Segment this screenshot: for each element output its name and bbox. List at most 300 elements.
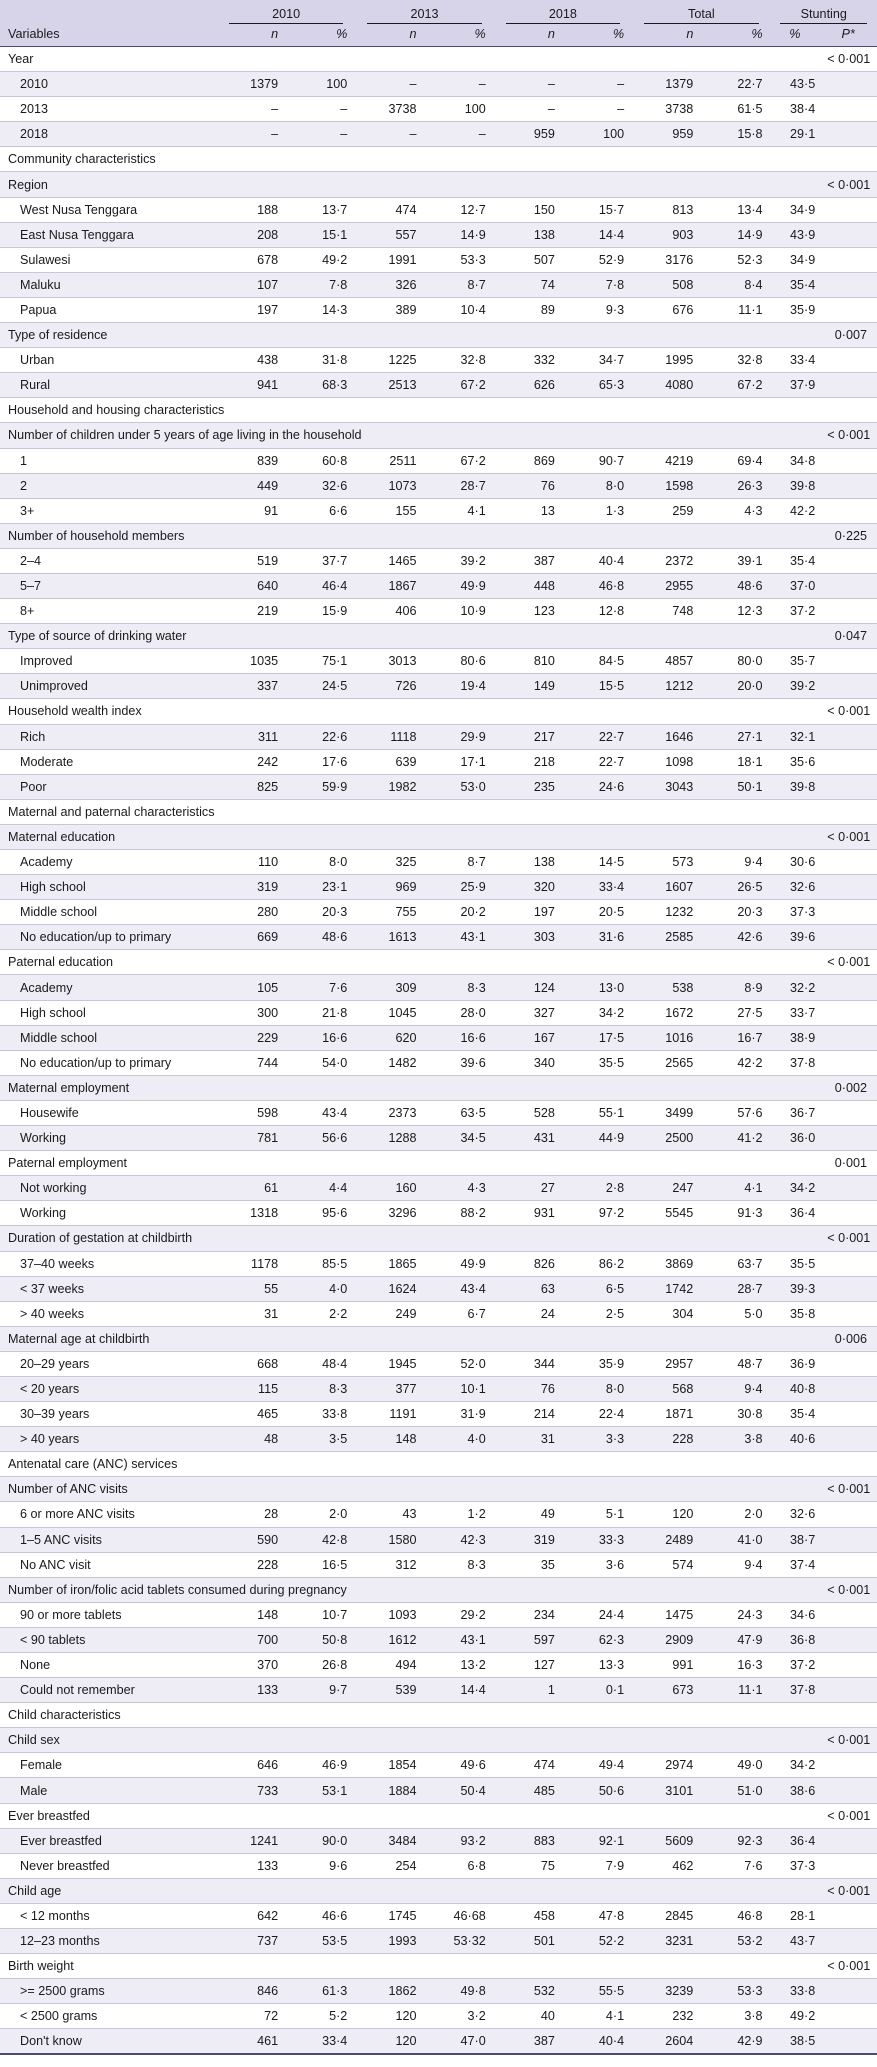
p-value-cell xyxy=(823,1853,877,1878)
p-value-cell xyxy=(823,548,877,573)
row-label: Urban xyxy=(0,348,217,373)
table-section-row xyxy=(0,1075,877,1100)
table-cell: 461 xyxy=(217,2029,286,2054)
table-cell: 89 xyxy=(494,297,563,322)
table-cell: 678 xyxy=(217,247,286,272)
table-cell: 810 xyxy=(494,649,563,674)
table-cell: 438 xyxy=(217,348,286,373)
table-cell: 55·5 xyxy=(563,1979,632,2004)
p-value-cell: 0·006 xyxy=(823,1326,877,1351)
table-cell: 55 xyxy=(217,1276,286,1301)
p-value-cell xyxy=(823,1678,877,1703)
row-label: Don't know xyxy=(0,2029,217,2054)
table-cell: 326 xyxy=(355,272,424,297)
table-cell: 10·1 xyxy=(425,1376,494,1401)
table-cell: 16·6 xyxy=(425,1025,494,1050)
table-cell: 11·1 xyxy=(701,1678,770,1703)
table-cell: 16·6 xyxy=(286,1025,355,1050)
table-section-row xyxy=(0,1226,877,1251)
table-row xyxy=(0,724,877,749)
table-cell: 47·8 xyxy=(563,1903,632,1928)
table-cell: 1884 xyxy=(355,1778,424,1803)
table-cell: 1607 xyxy=(632,875,701,900)
p-value-cell xyxy=(823,1778,877,1803)
table-cell: 39·6 xyxy=(771,925,824,950)
table-cell: 1862 xyxy=(355,1979,424,2004)
table-section-row xyxy=(0,1326,877,1351)
table-cell: 2·8 xyxy=(563,1176,632,1201)
table-cell: 825 xyxy=(217,774,286,799)
table-row xyxy=(0,1301,877,1326)
table-row xyxy=(0,222,877,247)
table-cell: 31 xyxy=(217,1301,286,1326)
table-cell: 304 xyxy=(632,1301,701,1326)
table-row xyxy=(0,649,877,674)
table-cell: 53·1 xyxy=(286,1778,355,1803)
table-cell: 1745 xyxy=(355,1903,424,1928)
table-cell: 228 xyxy=(632,1427,701,1452)
table-cell: 74 xyxy=(494,272,563,297)
row-label: Middle school xyxy=(0,900,217,925)
table-section-row xyxy=(0,172,877,197)
table-cell: 75 xyxy=(494,1853,563,1878)
table-cell: 332 xyxy=(494,348,563,373)
table-cell: 31·6 xyxy=(563,925,632,950)
table-cell: 67·2 xyxy=(701,373,770,398)
table-cell: 2372 xyxy=(632,548,701,573)
table-cell: – xyxy=(494,72,563,97)
table-cell: 1045 xyxy=(355,1000,424,1025)
table-cell: 36·4 xyxy=(771,1201,824,1226)
p-value-cell xyxy=(823,1427,877,1452)
table-cell: 9·4 xyxy=(701,1376,770,1401)
section-label: Maternal age at childbirth xyxy=(0,1326,823,1351)
row-label: > 40 years xyxy=(0,1427,217,1452)
p-value-cell xyxy=(823,1502,877,1527)
table-cell: 92·1 xyxy=(563,1828,632,1853)
section-label: Type of source of drinking water xyxy=(0,624,823,649)
table-section-row xyxy=(0,523,877,548)
table-cell: 3·6 xyxy=(563,1552,632,1577)
table-cell: 1016 xyxy=(632,1025,701,1050)
table-cell: 2909 xyxy=(632,1627,701,1652)
header-sub: n xyxy=(494,24,563,47)
table-cell: 48·7 xyxy=(701,1351,770,1376)
table-cell: 234 xyxy=(494,1602,563,1627)
table-cell: 883 xyxy=(494,1828,563,1853)
p-value-cell xyxy=(823,348,877,373)
p-value-cell xyxy=(823,297,877,322)
table-cell: 34·2 xyxy=(771,1176,824,1201)
table-cell: 748 xyxy=(632,599,701,624)
table-cell: 24·6 xyxy=(563,774,632,799)
table-cell: 15·9 xyxy=(286,599,355,624)
table-section-row xyxy=(0,1954,877,1979)
table-row xyxy=(0,1176,877,1201)
row-label: Academy xyxy=(0,975,217,1000)
table-cell: 22·7 xyxy=(701,72,770,97)
table-row xyxy=(0,97,877,122)
table-cell: 1232 xyxy=(632,900,701,925)
table-cell: 219 xyxy=(217,599,286,624)
table-row xyxy=(0,1527,877,1552)
table-cell: 337 xyxy=(217,674,286,699)
table-heading-row xyxy=(0,1452,877,1477)
table-cell: 3013 xyxy=(355,649,424,674)
p-value-cell xyxy=(823,925,877,950)
row-label: 8+ xyxy=(0,599,217,624)
table-cell: 2565 xyxy=(632,1050,701,1075)
table-row xyxy=(0,72,877,97)
table-cell: 1993 xyxy=(355,1929,424,1954)
table-cell: 869 xyxy=(494,448,563,473)
table-cell: 27 xyxy=(494,1176,563,1201)
table-cell: 40·6 xyxy=(771,1427,824,1452)
section-label: Maternal education xyxy=(0,824,823,849)
table-row xyxy=(0,599,877,624)
row-label: >= 2500 grams xyxy=(0,1979,217,2004)
table-cell: 100 xyxy=(425,97,494,122)
p-value-cell xyxy=(823,1753,877,1778)
table-cell: 39·2 xyxy=(425,548,494,573)
table-cell: – xyxy=(355,72,424,97)
table-cell: 1288 xyxy=(355,1126,424,1151)
table-cell: 35·8 xyxy=(771,1301,824,1326)
table-cell: 34·8 xyxy=(771,448,824,473)
table-cell: 124 xyxy=(494,975,563,1000)
table-cell: 218 xyxy=(494,749,563,774)
table-cell: 1580 xyxy=(355,1527,424,1552)
table-cell: 34·9 xyxy=(771,197,824,222)
table-cell: 3869 xyxy=(632,1251,701,1276)
table-cell: 14·4 xyxy=(563,222,632,247)
table-cell: 88·2 xyxy=(425,1201,494,1226)
p-value-cell xyxy=(823,1376,877,1401)
table-cell: 26·8 xyxy=(286,1653,355,1678)
row-label: < 12 months xyxy=(0,1903,217,1928)
table-cell: 80·0 xyxy=(701,649,770,674)
table-cell: 5·0 xyxy=(701,1301,770,1326)
table-cell: – xyxy=(563,72,632,97)
table-cell: 8·0 xyxy=(563,473,632,498)
table-cell: 620 xyxy=(355,1025,424,1050)
table-cell: 646 xyxy=(217,1753,286,1778)
p-value-cell xyxy=(823,1552,877,1577)
table-cell: 1093 xyxy=(355,1602,424,1627)
row-label: Working xyxy=(0,1126,217,1151)
table-cell: 133 xyxy=(217,1678,286,1703)
table-cell: 235 xyxy=(494,774,563,799)
p-value-cell: 0·007 xyxy=(823,323,877,348)
table-cell: 0·1 xyxy=(563,1678,632,1703)
row-label: 30–39 years xyxy=(0,1402,217,1427)
table-cell: 474 xyxy=(494,1753,563,1778)
table-cell: 3239 xyxy=(632,1979,701,2004)
table-row xyxy=(0,448,877,473)
table-row xyxy=(0,1025,877,1050)
table-cell: 448 xyxy=(494,573,563,598)
table-cell: 320 xyxy=(494,875,563,900)
table-cell: 37·9 xyxy=(771,373,824,398)
p-value-cell xyxy=(823,1653,877,1678)
table-row xyxy=(0,774,877,799)
table-cell: 148 xyxy=(217,1602,286,1627)
table-cell: 300 xyxy=(217,1000,286,1025)
table-cell: 41·2 xyxy=(701,1126,770,1151)
row-label: Middle school xyxy=(0,1025,217,1050)
table-cell: 110 xyxy=(217,850,286,875)
table-cell: 46·8 xyxy=(563,573,632,598)
table-row xyxy=(0,272,877,297)
p-value-cell: 0·225 xyxy=(823,523,877,548)
table-cell: 61·3 xyxy=(286,1979,355,2004)
table-cell: 33·4 xyxy=(563,875,632,900)
row-label: 12–23 months xyxy=(0,1929,217,1954)
table-cell: 22·7 xyxy=(563,724,632,749)
table-cell: 8·0 xyxy=(286,850,355,875)
table-cell: 3101 xyxy=(632,1778,701,1803)
p-value-cell: < 0·001 xyxy=(823,1803,877,1828)
row-label: 1 xyxy=(0,448,217,473)
table-cell: 52·9 xyxy=(563,247,632,272)
table-cell: 42·8 xyxy=(286,1527,355,1552)
table-cell: 27·1 xyxy=(701,724,770,749)
table-cell: 642 xyxy=(217,1903,286,1928)
table-cell: 33·3 xyxy=(563,1527,632,1552)
row-label: 37–40 weeks xyxy=(0,1251,217,1276)
table-cell: 120 xyxy=(355,2029,424,2054)
table-cell: 39·8 xyxy=(771,774,824,799)
table-row xyxy=(0,297,877,322)
table-cell: 508 xyxy=(632,272,701,297)
table-cell: 5·2 xyxy=(286,2004,355,2029)
p-value-cell xyxy=(823,473,877,498)
table-cell: 1·2 xyxy=(425,1502,494,1527)
table-cell: 3·8 xyxy=(701,1427,770,1452)
table-cell: 340 xyxy=(494,1050,563,1075)
table-cell: 528 xyxy=(494,1100,563,1125)
table-cell: 12·7 xyxy=(425,197,494,222)
table-cell: 39·3 xyxy=(771,1276,824,1301)
table-cell: 959 xyxy=(494,122,563,147)
table-heading-row xyxy=(0,1703,877,1728)
table-cell: 3·2 xyxy=(425,2004,494,2029)
table-cell: 15·7 xyxy=(563,197,632,222)
p-value-cell xyxy=(823,975,877,1000)
table-cell: 46·4 xyxy=(286,573,355,598)
table-cell: 8·3 xyxy=(286,1376,355,1401)
table-cell: 1742 xyxy=(632,1276,701,1301)
table-cell: 197 xyxy=(494,900,563,925)
table-cell: 43·4 xyxy=(425,1276,494,1301)
row-label: No education/up to primary xyxy=(0,925,217,950)
header-group-total: Total xyxy=(632,0,770,24)
p-value-cell xyxy=(823,373,877,398)
table-cell: 100 xyxy=(286,72,355,97)
p-value-cell xyxy=(823,875,877,900)
table-cell: 2957 xyxy=(632,1351,701,1376)
table-cell: 55·1 xyxy=(563,1100,632,1125)
table-cell: 370 xyxy=(217,1653,286,1678)
table-cell: 744 xyxy=(217,1050,286,1075)
table-row xyxy=(0,247,877,272)
table-cell: 12·8 xyxy=(563,599,632,624)
table-row xyxy=(0,875,877,900)
table-cell: 34·9 xyxy=(771,247,824,272)
table-cell: 16·7 xyxy=(701,1025,770,1050)
table-row xyxy=(0,373,877,398)
table-row xyxy=(0,548,877,573)
table-row xyxy=(0,1427,877,1452)
table-cell: 1225 xyxy=(355,348,424,373)
p-value-cell: < 0·001 xyxy=(823,1878,877,1903)
table-cell: 640 xyxy=(217,573,286,598)
p-value-cell xyxy=(823,1176,877,1201)
table-cell: 309 xyxy=(355,975,424,1000)
table-cell: 68·3 xyxy=(286,373,355,398)
table-cell: 1991 xyxy=(355,247,424,272)
p-value-cell: < 0·001 xyxy=(823,423,877,448)
table-cell: 232 xyxy=(632,2004,701,2029)
table-cell: – xyxy=(286,122,355,147)
table-cell: 26·5 xyxy=(701,875,770,900)
table-cell: 726 xyxy=(355,674,424,699)
table-cell: 59·9 xyxy=(286,774,355,799)
table-cell: 138 xyxy=(494,850,563,875)
table-cell: 568 xyxy=(632,1376,701,1401)
table-cell: 149 xyxy=(494,674,563,699)
table-cell: 2489 xyxy=(632,1527,701,1552)
table-cell: 22·7 xyxy=(563,749,632,774)
table-cell: 42·2 xyxy=(771,498,824,523)
table-cell: 63·5 xyxy=(425,1100,494,1125)
table-cell: 9·4 xyxy=(701,850,770,875)
p-value-cell xyxy=(823,1126,877,1151)
table-cell: – xyxy=(494,97,563,122)
p-value-cell: < 0·001 xyxy=(823,47,877,72)
table-cell: 6·7 xyxy=(425,1301,494,1326)
p-value-cell xyxy=(823,272,877,297)
table-cell: 63 xyxy=(494,1276,563,1301)
table-cell: 4080 xyxy=(632,373,701,398)
p-value-cell xyxy=(823,1100,877,1125)
p-value-cell xyxy=(823,247,877,272)
table-cell: 35·5 xyxy=(771,1251,824,1276)
table-cell: – xyxy=(217,122,286,147)
table-cell: 14·4 xyxy=(425,1678,494,1703)
table-cell: 1482 xyxy=(355,1050,424,1075)
table-cell: 733 xyxy=(217,1778,286,1803)
header-sub: % xyxy=(771,24,824,47)
section-label: Child age xyxy=(0,1878,823,1903)
section-label: Maternal employment xyxy=(0,1075,823,1100)
table-cell: 22·4 xyxy=(563,1402,632,1427)
table-cell: 700 xyxy=(217,1627,286,1652)
section-label: Region xyxy=(0,172,823,197)
table-cell: 37·7 xyxy=(286,548,355,573)
p-value-cell xyxy=(823,900,877,925)
table-cell: 115 xyxy=(217,1376,286,1401)
row-label: Rural xyxy=(0,373,217,398)
table-cell: 31·8 xyxy=(286,348,355,373)
table-cell: 15·5 xyxy=(563,674,632,699)
table-cell: 676 xyxy=(632,297,701,322)
table-cell: 1118 xyxy=(355,724,424,749)
header-group-stunting: Stunting xyxy=(771,0,877,24)
table-cell: 6·5 xyxy=(563,1276,632,1301)
table-cell: 49·2 xyxy=(286,247,355,272)
table-cell: 40 xyxy=(494,2004,563,2029)
table-cell: 1379 xyxy=(217,72,286,97)
table-cell: 1672 xyxy=(632,1000,701,1025)
table-cell: 37·3 xyxy=(771,900,824,925)
table-cell: 20·3 xyxy=(701,900,770,925)
table-cell: 53·0 xyxy=(425,774,494,799)
table-heading-row xyxy=(0,398,877,423)
p-value-cell: < 0·001 xyxy=(823,824,877,849)
table-cell: 24·4 xyxy=(563,1602,632,1627)
table-cell: 49·4 xyxy=(563,1753,632,1778)
header-group-2010: 2010 xyxy=(217,0,355,24)
table-cell: 35·9 xyxy=(563,1351,632,1376)
p-value-cell xyxy=(823,122,877,147)
table-cell: 167 xyxy=(494,1025,563,1050)
table-cell: 2·5 xyxy=(563,1301,632,1326)
table-cell: 573 xyxy=(632,850,701,875)
table-row xyxy=(0,749,877,774)
table-cell: 14·9 xyxy=(425,222,494,247)
row-label: < 2500 grams xyxy=(0,2004,217,2029)
table-cell: 1871 xyxy=(632,1402,701,1427)
heading-label: Household and housing characteristics xyxy=(0,398,823,423)
table-cell: 387 xyxy=(494,548,563,573)
table-cell: 105 xyxy=(217,975,286,1000)
table-cell: 28 xyxy=(217,1502,286,1527)
table-cell: 57·6 xyxy=(701,1100,770,1125)
table-section-row xyxy=(0,1577,877,1602)
table-cell: 39·8 xyxy=(771,473,824,498)
section-label: Duration of gestation at childbirth xyxy=(0,1226,823,1251)
table-row xyxy=(0,1903,877,1928)
table-section-row xyxy=(0,423,877,448)
table-cell: 50·1 xyxy=(701,774,770,799)
table-cell: 80·6 xyxy=(425,649,494,674)
table-cell: 20·3 xyxy=(286,900,355,925)
table-cell: 18·1 xyxy=(701,749,770,774)
table-cell: 387 xyxy=(494,2029,563,2054)
table-cell: 38·5 xyxy=(771,2029,824,2054)
section-label: Child sex xyxy=(0,1728,823,1753)
table-cell: 133 xyxy=(217,1853,286,1878)
table-cell: 3·3 xyxy=(563,1427,632,1452)
table-cell: – xyxy=(217,97,286,122)
table-cell: 36·7 xyxy=(771,1100,824,1125)
table-cell: 377 xyxy=(355,1376,424,1401)
p-value-cell: 0·047 xyxy=(823,624,877,649)
section-label: Ever breastfed xyxy=(0,1803,823,1828)
table-cell: 24·5 xyxy=(286,674,355,699)
row-label: < 20 years xyxy=(0,1376,217,1401)
p-value-cell xyxy=(823,1627,877,1652)
header-sub: n xyxy=(632,24,701,47)
table-cell: 17·1 xyxy=(425,749,494,774)
table-cell: 95·6 xyxy=(286,1201,355,1226)
section-label: Number of ANC visits xyxy=(0,1477,823,1502)
p-value-cell xyxy=(823,97,877,122)
table-row xyxy=(0,1627,877,1652)
section-label: Paternal education xyxy=(0,950,823,975)
p-value-cell: < 0·001 xyxy=(823,1477,877,1502)
